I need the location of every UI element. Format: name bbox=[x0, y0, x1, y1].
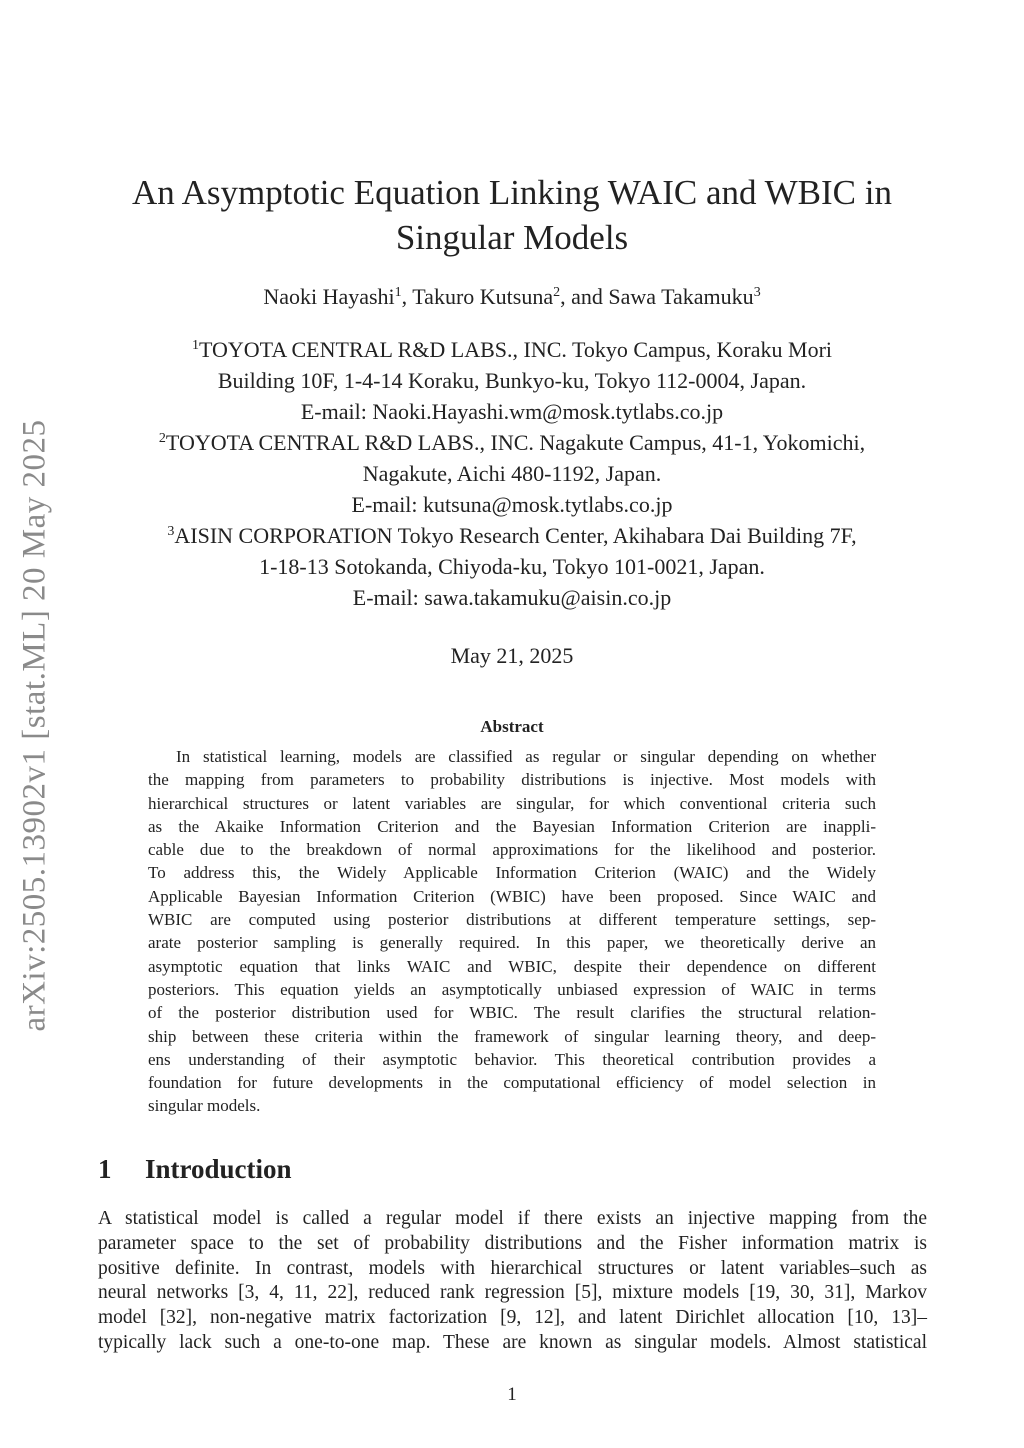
affiliation-mark: 2 bbox=[158, 431, 166, 446]
body-line: positive definite. In contrast, models with hierarchical structures or latent variables–such as bbox=[98, 1257, 927, 1279]
affiliation-line bbox=[100, 427, 924, 458]
abstract-line: arate posterior sampling is generally required. In this paper, we theoretically derive an bbox=[148, 933, 876, 953]
author-affiliation-mark: 3 bbox=[753, 285, 761, 300]
abstract-line: of the posterior distribution used for WBIC. The result clarifies the structural relation- bbox=[148, 1003, 876, 1023]
body-line: A statistical model is called a regular model if there exists an injective mapping from the bbox=[98, 1208, 927, 1229]
page-number: 1 bbox=[507, 1384, 517, 1405]
affiliation-text: TOYOTA CENTRAL R&D LABS., INC. Nagakute Campus, 41-1, Yokomichi, bbox=[165, 430, 866, 455]
email-address: E-mail: sawa.takamuku@aisin.co.jp bbox=[352, 585, 672, 610]
affiliation-line bbox=[100, 489, 924, 520]
abstract-line: the mapping from parameters to probability distributions is injective. Most models with bbox=[148, 770, 876, 790]
author-separator: , and bbox=[560, 284, 609, 309]
abstract-line: Applicable Bayesian Information Criterion (WBIC) have been proposed. Since WAIC and bbox=[148, 886, 876, 906]
arxiv-identifier-stamp bbox=[6, 405, 64, 1045]
abstract-line: WBIC are computed using posterior distributions at different temperature settings, sep- bbox=[148, 910, 876, 930]
affiliation-text: 1-18-13 Sotokanda, Chiyoda-ku, Tokyo 101-0021, Japan. bbox=[259, 554, 765, 579]
abstract-line: asymptotic equation that links WAIC and WBIC, despite their dependence on different bbox=[148, 956, 876, 976]
author-affiliation-mark: 2 bbox=[553, 285, 561, 300]
email-address: E-mail: kutsuna@mosk.tytlabs.co.jp bbox=[351, 492, 673, 517]
affiliation-line bbox=[100, 365, 924, 396]
body-line: parameter space to the set of probability distributions and the Fisher information matrix is bbox=[98, 1232, 927, 1254]
affiliation-text: AISIN CORPORATION Tokyo Research Center, Akihabara Dai Building 7F, bbox=[174, 523, 857, 548]
publication-date: May 21, 2025 bbox=[450, 643, 574, 668]
affiliation-mark: 1 bbox=[191, 338, 199, 353]
body-line: typically lack such a one-to-one map. These are known as singular models. Almost statistical bbox=[98, 1331, 927, 1353]
affiliation-text: Building 10F, 1-4-14 Koraku, Bunkyo-ku, Tokyo 112-0004, Japan. bbox=[217, 368, 807, 393]
affiliation-line bbox=[100, 334, 924, 365]
abstract-line: To address this, the Widely Applicable Information Criterion (WAIC) and the Widely bbox=[148, 863, 876, 883]
section-number: 1 bbox=[98, 1154, 112, 1184]
author-separator: , bbox=[401, 284, 413, 309]
affiliation-line bbox=[100, 396, 924, 427]
title-line: Singular Models bbox=[395, 218, 629, 257]
paper-title bbox=[100, 170, 924, 260]
affiliation-text: TOYOTA CENTRAL R&D LABS., INC. Tokyo Campus, Koraku Mori bbox=[198, 337, 833, 362]
section-title: Introduction bbox=[145, 1154, 292, 1184]
section-heading bbox=[98, 1154, 292, 1185]
author-name: Takuro Kutsuna bbox=[412, 284, 554, 309]
affiliation-line bbox=[100, 582, 924, 613]
affiliation-text: Nagakute, Aichi 480-1192, Japan. bbox=[362, 461, 662, 486]
abstract-line: posteriors. This equation yields an asymptotically unbiased expression of WAIC in terms bbox=[148, 979, 876, 999]
body-line: model [32], non-negative matrix factorization [9, 12], and latent Dirichlet allocation [10, 13]– bbox=[98, 1307, 927, 1329]
affiliation-mark: 3 bbox=[167, 524, 175, 539]
abstract-line: cable due to the breakdown of normal approximations for the likelihood and posterior. bbox=[148, 840, 876, 860]
abstract-line: ens understanding of their asymptotic behavior. This theoretical contribution provides a bbox=[148, 1049, 876, 1069]
abstract-heading: Abstract bbox=[480, 717, 544, 736]
title-line: An Asymptotic Equation Linking WAIC and WBIC in bbox=[132, 173, 892, 212]
abstract-line: foundation for future developments in the computational efficiency of model selection in bbox=[148, 1073, 876, 1093]
author-name: Sawa Takamuku bbox=[608, 284, 754, 309]
abstract-line: ship between these criteria within the framework of singular learning theory, and deep- bbox=[148, 1026, 876, 1046]
author-list bbox=[100, 282, 924, 312]
author-affiliation-mark: 1 bbox=[394, 285, 402, 300]
affiliation-line bbox=[100, 520, 924, 551]
affiliation-block bbox=[100, 334, 924, 613]
abstract-body bbox=[148, 745, 876, 1118]
abstract-line: hierarchical structures or latent variables are singular, for which conventional criteria such bbox=[148, 793, 876, 813]
email-address: E-mail: Naoki.Hayashi.wm@mosk.tytlabs.co.jp bbox=[300, 399, 724, 424]
body-line: neural networks [3, 4, 11, 22], reduced rank regression [5], mixture models [19, 30, 31], Markov bbox=[98, 1282, 927, 1304]
abstract-line: singular models. bbox=[148, 1096, 261, 1116]
affiliation-line bbox=[100, 458, 924, 489]
abstract-line: as the Akaike Information Criterion and the Bayesian Information Criterion are inappli- bbox=[148, 816, 876, 836]
introduction-body bbox=[98, 1207, 927, 1356]
author-name: Naoki Hayashi bbox=[263, 284, 395, 309]
abstract-line: In statistical learning, models are classified as regular or singular depending on whether bbox=[176, 747, 876, 766]
arxiv-identifier-text: arXiv:2505.13902v1 [stat.ML] 20 May 2025 bbox=[16, 418, 53, 1032]
affiliation-line bbox=[100, 551, 924, 582]
